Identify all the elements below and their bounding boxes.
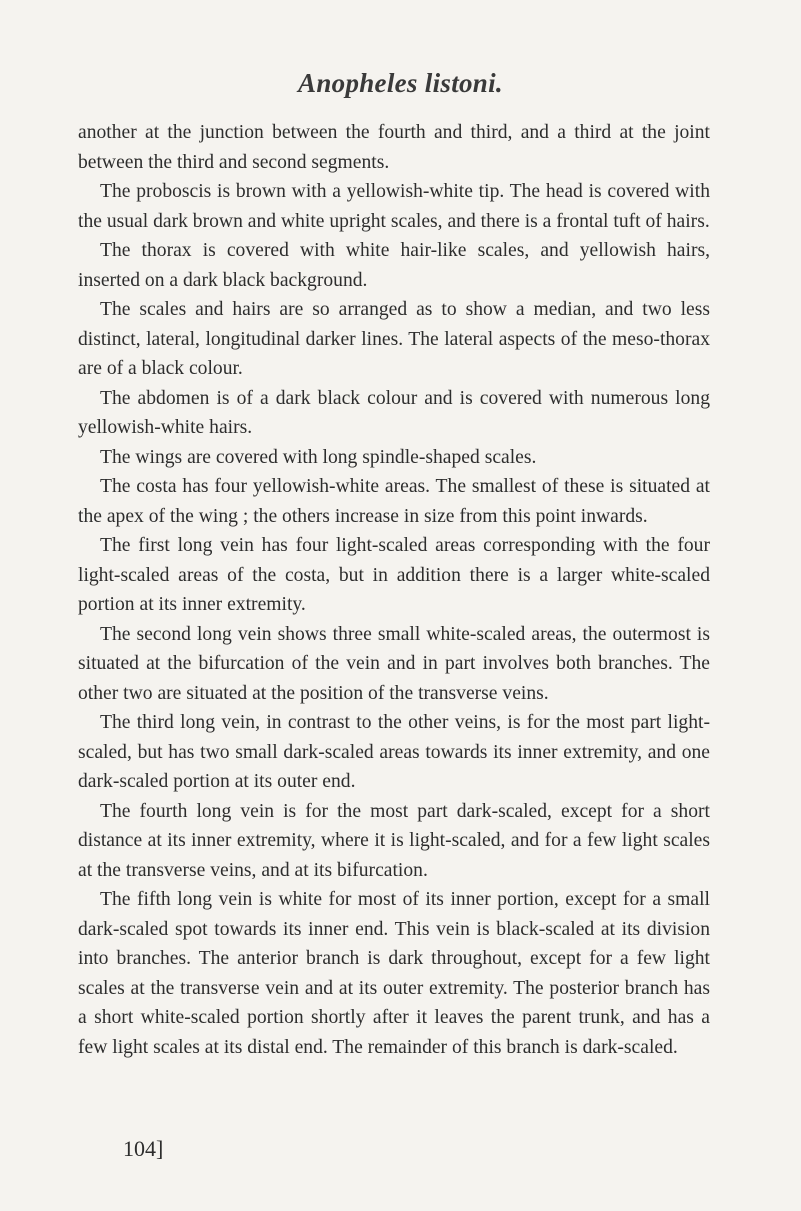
paragraph: The second long vein shows three small white-scaled areas, the outermost is situated at the bifurcation of the vein and in part involves both branches. The other two are situated at the position of the transverse veins. [78,623,710,704]
body-text [78,118,710,1062]
paragraph: The costa has four yellowish-white areas. The smallest of these is situated at the apex of the wing ; the others increase in size from this point inwards. [78,476,710,527]
paragraph: The thorax is covered with white hair-like scales, and yellowish hairs, inserted on a dark black background. [78,240,710,291]
paragraph: The first long vein has four light-scaled areas corresponding with the four light-scaled areas of the costa, but in addition there is a larger white-scaled portion at its inner extremity. [78,535,710,615]
paragraph: The proboscis is brown with a yellowish-white tip. The head is covered with the usual dark brown and white upright scales, and there is a frontal tuft of hairs. [78,181,710,232]
paragraph: The third long vein, in contrast to the other veins, is for the most part light-scaled, but has two small dark-scaled areas towards its inner extremity, and one dark-scaled portion at its outer end. [78,712,710,792]
paragraph: The fifth long vein is white for most of its inner portion, except for a small dark-scaled spot towards its inner end. This vein is black-scaled at its division into branches. The anterior branch is dark throughout, except for a few light scales at the transverse vein and at its outer extremity. The posterior branch has a short white-scaled portion shortly after it leaves the parent trunk, and has a few light scales at its distal end. The remainder of this branch is dark-scaled. [78,889,710,1058]
paragraph: The wings are covered with long spindle-shaped scales. [100,446,537,468]
paragraph: The fourth long vein is for the most part dark-scaled, except for a short distance at its inner extremity, where it is light-scaled, and for a few light scales at the transverse veins, and at its bifurcation. [78,800,710,881]
running-title: Anopheles listoni. [298,68,503,98]
paragraph: The abdomen is of a dark black colour and is covered with numerous long yellowish-white hairs. [78,387,710,438]
paragraph: another at the junction between the fourth and third, and a third at the joint between the third and second segments. [78,122,710,173]
page-number: 104] [123,1136,164,1161]
paragraph: The scales and hairs are so arranged as to show a median, and two less distinct, lateral, longitudinal darker lines. The lateral aspects of the meso-thorax are of a black colour. [78,299,710,379]
